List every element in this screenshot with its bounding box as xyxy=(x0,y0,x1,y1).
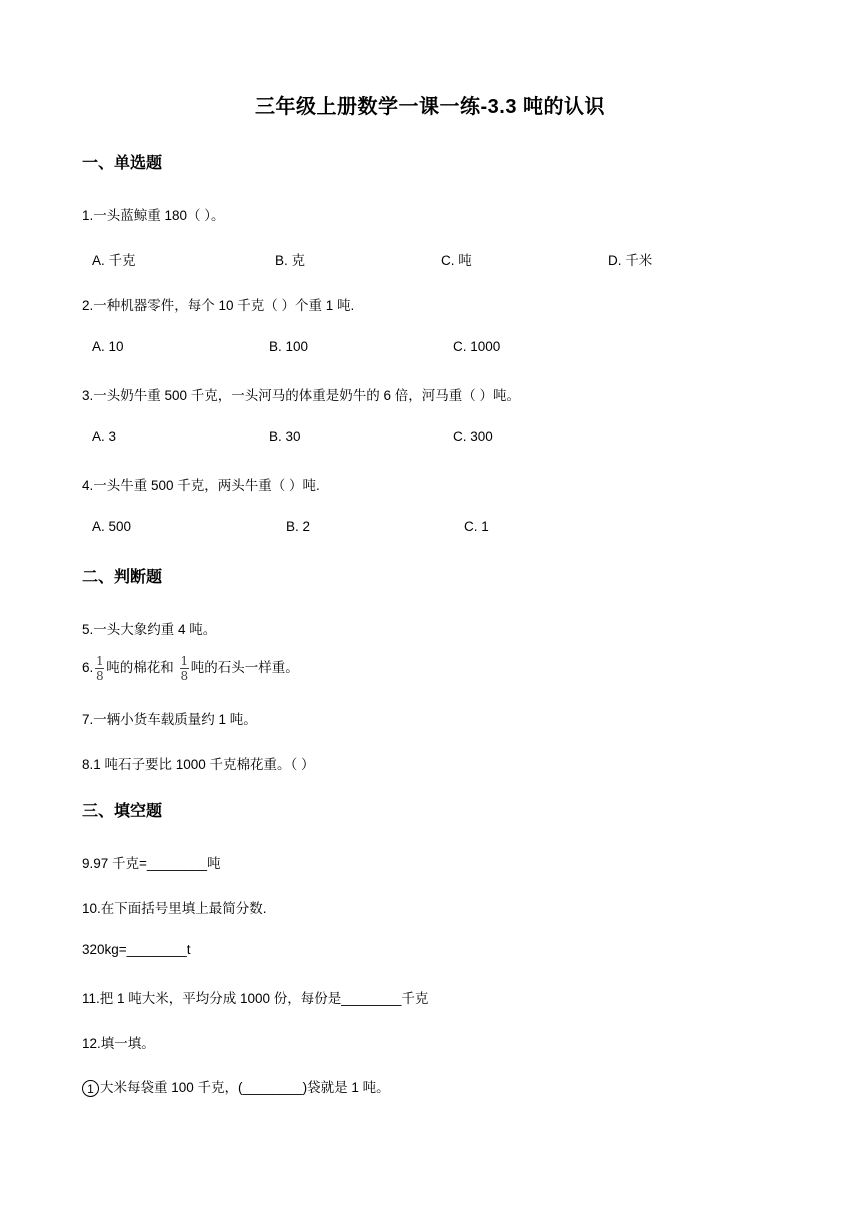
q1-option-c[interactable]: C. 吨 xyxy=(441,253,472,268)
question-10: 10.在下面括号里填上最简分数. xyxy=(82,901,267,916)
fraction-numerator: 1 xyxy=(95,654,104,668)
question-6 xyxy=(82,655,299,682)
q6-end-text: 吨的石头一样重。 xyxy=(190,660,299,676)
fraction-one-eighth-2 xyxy=(180,655,189,682)
q12-sub-1-text: 大米每袋重 100 千克，(________)袋就是 1 吨。 xyxy=(100,1080,390,1095)
question-2: 2.一种机器零件，每个 10 千克（ ）个重 1 吨. xyxy=(82,298,355,313)
q2-option-a[interactable]: A. 10 xyxy=(92,339,124,354)
question-9[interactable]: 9.97 千克=________吨 xyxy=(82,856,221,871)
question-12: 12.填一填。 xyxy=(82,1036,155,1051)
question-4: 4.一头牛重 500 千克，两头牛重（ ）吨. xyxy=(82,478,320,493)
question-3: 3.一头奶牛重 500 千克，一头河马的体重是奶牛的 6 倍，河马重（ ）吨。 xyxy=(82,388,521,403)
q2-option-c[interactable]: C. 1000 xyxy=(453,339,501,354)
q1-option-b[interactable]: B. 克 xyxy=(275,253,306,268)
q4-option-c[interactable]: C. 1 xyxy=(464,519,489,534)
fraction-numerator: 1 xyxy=(180,654,189,668)
q6-middle-text: 吨的棉花和 xyxy=(106,660,174,676)
fraction-denominator: 8 xyxy=(95,669,104,683)
q3-option-c[interactable]: C. 300 xyxy=(453,429,493,444)
section-heading-fill-in: 三、填空题 xyxy=(82,803,163,820)
q3-option-a[interactable]: A. 3 xyxy=(92,429,117,444)
question-1: 1.一头蓝鲸重 180（ ）。 xyxy=(82,208,225,223)
question-10-blank[interactable]: 320kg=________t xyxy=(82,942,191,957)
circled-number-1: 1 xyxy=(82,1080,99,1097)
question-5: 5.一头大象约重 4 吨。 xyxy=(82,622,217,637)
question-8: 8.1 吨石子要比 1000 千克棉花重。（ ） xyxy=(82,757,315,772)
fraction-one-eighth xyxy=(95,655,104,682)
section-heading-single-choice: 一、单选题 xyxy=(82,155,163,172)
q1-option-d[interactable]: D. 千米 xyxy=(608,253,653,268)
question-12-sub-1[interactable] xyxy=(82,1076,390,1097)
q2-option-b[interactable]: B. 100 xyxy=(269,339,309,354)
fraction-denominator: 8 xyxy=(180,669,189,683)
question-11[interactable]: 11.把 1 吨大米，平均分成 1000 份，每份是________千克 xyxy=(82,991,429,1006)
question-7: 7.一辆小货车载质量约 1 吨。 xyxy=(82,712,257,727)
q4-option-b[interactable]: B. 2 xyxy=(286,519,311,534)
q1-option-a[interactable]: A. 千克 xyxy=(92,253,136,268)
q3-option-b[interactable]: B. 30 xyxy=(269,429,301,444)
q6-prefix: 6. xyxy=(82,660,94,676)
page-title: 三年级上册数学一课一练-3.3 吨的认识 xyxy=(254,96,606,118)
q4-option-a[interactable]: A. 500 xyxy=(92,519,132,534)
section-heading-true-false: 二、判断题 xyxy=(82,569,163,586)
